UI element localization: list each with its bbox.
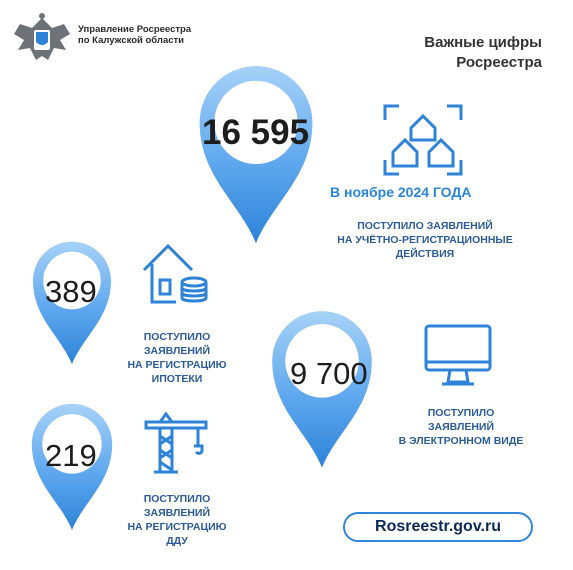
mortgage-stat-caption: ПОСТУПИЛО ЗАЯВЛЕНИЙ НА РЕГИСТРАЦИЮ ИПОТЕКИ [127, 331, 227, 385]
main-stat-caption: ПОСТУПИЛО ЗАЯВЛЕНИЙ НА УЧЁТНО-РЕГИСТРАЦИОННЫЕ ДЕЙСТВИЯ [337, 220, 513, 260]
house-coins-icon [140, 242, 210, 306]
page-headline: Важные цифры Росреестра [424, 34, 542, 71]
houses-icon [383, 104, 463, 176]
ddu-stat-value: 219 [45, 438, 97, 473]
ddu-stat-caption: ПОСТУПИЛО ЗАЯВЛЕНИЙ НА РЕГИСТРАЦИЮ ДДУ [127, 493, 227, 547]
main-stat-period: В ноябре 2024 ГОДА [330, 184, 472, 200]
rosreestr-emblem-icon [10, 12, 74, 68]
electronic-stat-value: 9 700 [290, 356, 368, 391]
organization-name: Управление Росреестра по Калужской области [78, 24, 192, 46]
crane-icon [144, 410, 210, 478]
electronic-stat-caption: ПОСТУПИЛО ЗАЯВЛЕНИЙ В ЭЛЕКТРОННОМ ВИДЕ [398, 407, 524, 447]
mortgage-stat-value: 389 [45, 274, 97, 309]
website-link[interactable]: Rosreestr.gov.ru [343, 512, 533, 542]
main-stat-value: 16 595 [202, 113, 310, 152]
monitor-icon [422, 322, 494, 390]
